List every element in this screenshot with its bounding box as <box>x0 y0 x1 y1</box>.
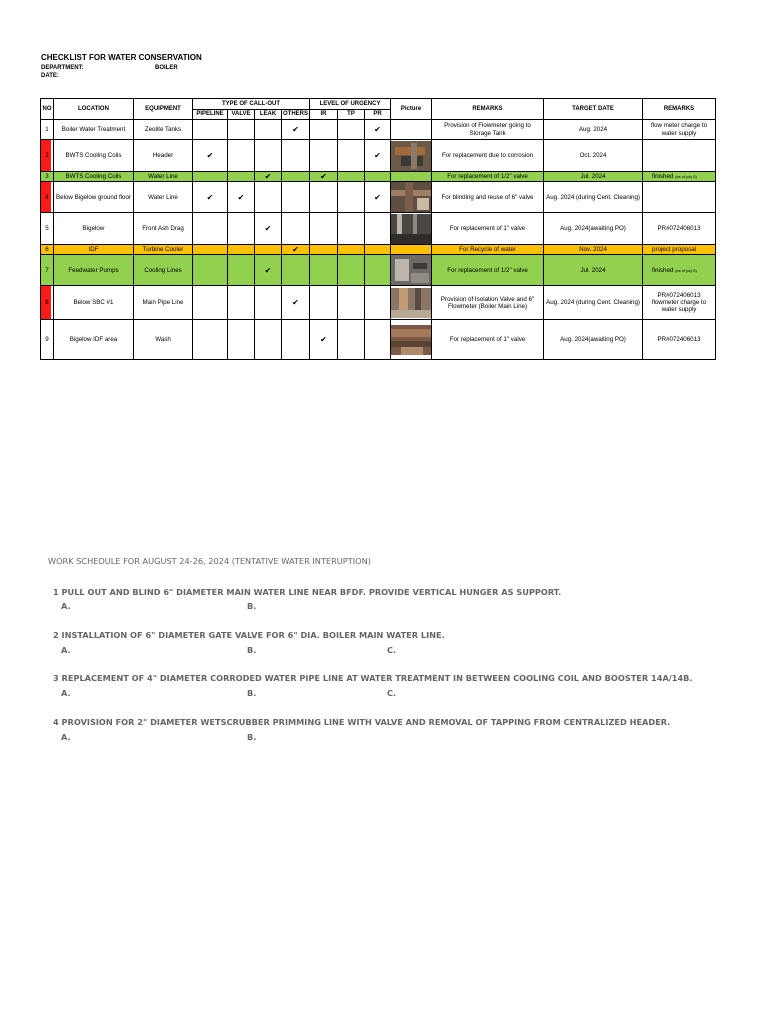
remarks2-text: finished <box>652 266 674 274</box>
remarks-cell: Provision of Isolation Valve and 6" Flowmeter (Boiler Main Line) <box>432 286 544 320</box>
others-check: ✔ <box>282 120 310 140</box>
schedule-sub-item: B. <box>247 732 257 742</box>
target-date-cell: Aug. 2024 <box>544 120 643 140</box>
remarks2-note: (as of july 5) <box>675 267 697 273</box>
valve-check <box>228 320 255 360</box>
remarks-cell: For replacement of 1/2" valve <box>432 172 544 182</box>
pipeline-check <box>193 286 228 320</box>
header-target-date: TARGET DATE <box>544 99 643 120</box>
leak-check: ✔ <box>255 172 282 182</box>
valve-check: ✔ <box>228 182 255 213</box>
leak-check <box>255 120 282 140</box>
ir-check <box>310 182 338 213</box>
row-number: 7 <box>41 255 54 286</box>
header-pipeline: PIPELINE <box>193 110 228 120</box>
remarks-cell: For replacement of 1/2" valve <box>432 255 544 286</box>
schedule-sub-item: A. <box>61 601 71 611</box>
pipeline-check <box>193 320 228 360</box>
header-leak: LEAK <box>255 110 282 120</box>
picture-cell <box>391 245 432 255</box>
equipment-cell: Cooling Lines <box>134 255 193 286</box>
equipment-cell: Water Line <box>134 182 193 213</box>
header-pr: PR <box>365 110 391 120</box>
table-row <box>41 286 716 320</box>
header-level-of-urgency: LEVEL OF URGENCY <box>310 99 391 110</box>
pipeline-check <box>193 245 228 255</box>
department-label: DEPARTMENT: <box>41 65 84 71</box>
remarks-cell: For blinding and reuse of 6" valve <box>432 182 544 213</box>
photo-feedwater-pump-image <box>391 255 431 285</box>
picture-cell <box>391 213 432 245</box>
department-value: BOILER <box>155 65 178 71</box>
picture-cell <box>391 172 432 182</box>
valve-check <box>228 245 255 255</box>
table-row <box>41 182 716 213</box>
photo-water-line-image <box>391 182 431 212</box>
location-cell: Below Bigelow ground floor <box>54 182 134 213</box>
remarks-cell: Provision of Flowmeter going to Storage Tank <box>432 120 544 140</box>
remarks2-cell: PR#072406013 <box>643 213 716 245</box>
date-label: DATE: <box>41 73 59 79</box>
ir-check <box>310 213 338 245</box>
equipment-cell: Main Pipe Line <box>134 286 193 320</box>
photo-ash-drag-image <box>391 214 431 244</box>
ir-check <box>310 120 338 140</box>
target-date-cell: Oct. 2024 <box>544 140 643 172</box>
remarks2-cell <box>643 255 716 286</box>
row-number: 3 <box>41 172 54 182</box>
header-remarks-2: REMARKS <box>643 99 716 120</box>
table-row <box>41 213 716 245</box>
schedule-sub-item: B. <box>247 645 257 655</box>
remarks-cell: For replacement due to corrosion <box>432 140 544 172</box>
others-check <box>282 213 310 245</box>
remarks2-cell <box>643 172 716 182</box>
header-type-of-callout: TYPE OF CALL-OUT <box>193 99 310 110</box>
valve-check <box>228 172 255 182</box>
row-number: 5 <box>41 213 54 245</box>
row-number: 9 <box>41 320 54 360</box>
valve-check <box>228 140 255 172</box>
table-row <box>41 255 716 286</box>
pr-check <box>365 255 391 286</box>
target-date-cell: Jul. 2024 <box>544 255 643 286</box>
leak-check <box>255 320 282 360</box>
table-row <box>41 140 716 172</box>
pr-check <box>365 286 391 320</box>
schedule-sub-item: B. <box>247 688 257 698</box>
remarks2-cell <box>643 182 716 213</box>
photo-main-pipe-line-image <box>391 288 431 318</box>
ir-check: ✔ <box>310 320 338 360</box>
remarks2-cell: flow meter charge to water supply <box>643 120 716 140</box>
leak-check <box>255 245 282 255</box>
tp-check <box>338 140 365 172</box>
photo-idf-area-image <box>391 325 431 355</box>
location-cell: Boiler Water Treatment <box>54 120 134 140</box>
page-title: CHECKLIST FOR WATER CONSERVATION <box>41 53 202 62</box>
remarks2-cell: PR#072406013 flowmeter charge to water supply <box>643 286 716 320</box>
pipeline-check <box>193 172 228 182</box>
schedule-item: 4 PROVISION FOR 2" DIAMETER WETSCRUBBER PRIMMING LINE WITH VALVE AND REMOVAL OF TAPPING FROM CENTRALIZED HEADER. <box>53 717 671 727</box>
remarks2-cell <box>643 140 716 172</box>
schedule-sub-item: B. <box>247 601 257 611</box>
location-cell: Below SBC #1 <box>54 286 134 320</box>
remarks-cell: For replacement of 1" valve <box>432 213 544 245</box>
picture-cell <box>391 140 432 172</box>
location-cell: BWTS Cooling Coils <box>54 140 134 172</box>
remarks-cell: For Recycle of water <box>432 245 544 255</box>
pr-check <box>365 172 391 182</box>
target-date-cell: Aug. 2024(awaiting PO) <box>544 213 643 245</box>
equipment-cell: Turbine Cooler <box>134 245 193 255</box>
schedule-sub-item: A. <box>61 688 71 698</box>
equipment-cell: Wash <box>134 320 193 360</box>
others-check <box>282 182 310 213</box>
schedule-sub-item: A. <box>61 645 71 655</box>
row-number: 4 <box>41 182 54 213</box>
schedule-sub-item: C. <box>387 645 397 655</box>
pipeline-check: ✔ <box>193 182 228 213</box>
tp-check <box>338 172 365 182</box>
picture-cell <box>391 120 432 140</box>
schedule-title: WORK SCHEDULE FOR AUGUST 24-26, 2024 (TENTATIVE WATER INTERUPTION) <box>48 556 371 566</box>
target-date-cell: Jul. 2024 <box>544 172 643 182</box>
header-location: LOCATION <box>54 99 134 120</box>
schedule-item: 1 PULL OUT AND BLIND 6" DIAMETER MAIN WATER LINE NEAR BFDF. PROVIDE VERTICAL HUNGER AS SUPPORT. <box>53 587 562 597</box>
header-ir: IR <box>310 110 338 120</box>
valve-check <box>228 213 255 245</box>
target-date-cell: Aug. 2024 (during Cent. Cleaning) <box>544 182 643 213</box>
leak-check <box>255 286 282 320</box>
others-check: ✔ <box>282 286 310 320</box>
pipeline-check <box>193 120 228 140</box>
picture-cell <box>391 255 432 286</box>
equipment-cell: Front Ash Drag <box>134 213 193 245</box>
ir-check <box>310 245 338 255</box>
schedule-sub-item: C. <box>387 688 397 698</box>
header-remarks: REMARKS <box>432 99 544 120</box>
picture-cell <box>391 286 432 320</box>
valve-check <box>228 120 255 140</box>
leak-check <box>255 140 282 172</box>
header-tp: TP <box>338 110 365 120</box>
remarks2-cell: project proposal <box>643 245 716 255</box>
ir-check: ✔ <box>310 172 338 182</box>
schedule-item: 2 INSTALLATION OF 6" DIAMETER GATE VALVE FOR 6" DIA. BOILER MAIN WATER LINE. <box>53 630 445 640</box>
table-row <box>41 245 716 255</box>
valve-check <box>228 286 255 320</box>
tp-check <box>338 120 365 140</box>
others-check <box>282 140 310 172</box>
pipeline-check <box>193 213 228 245</box>
pr-check: ✔ <box>365 120 391 140</box>
pr-check <box>365 245 391 255</box>
picture-cell <box>391 182 432 213</box>
ir-check <box>310 286 338 320</box>
ir-check <box>310 255 338 286</box>
header-valve: VALVE <box>228 110 255 120</box>
leak-check: ✔ <box>255 255 282 286</box>
schedule-sub-item: A. <box>61 732 71 742</box>
table-row <box>41 172 716 182</box>
others-check <box>282 172 310 182</box>
target-date-cell: Nov. 2024 <box>544 245 643 255</box>
others-check <box>282 320 310 360</box>
schedule-item: 3 REPLACEMENT OF 4" DIAMETER CORRODED WATER PIPE LINE AT WATER TREATMENT IN BETWEEN COOLING COIL AND BOOSTER 14A/14B. <box>53 673 693 683</box>
table-row <box>41 320 716 360</box>
header-equipment: EQUIPMENT <box>134 99 193 120</box>
equipment-cell: Zeolite Tanks <box>134 120 193 140</box>
header-picture: Picture <box>391 99 432 120</box>
pr-check: ✔ <box>365 182 391 213</box>
equipment-cell: Water Line <box>134 172 193 182</box>
remarks-cell: For replacement of 1" valve <box>432 320 544 360</box>
valve-check <box>228 255 255 286</box>
table-row <box>41 120 716 140</box>
others-check: ✔ <box>282 245 310 255</box>
pr-check: ✔ <box>365 140 391 172</box>
row-number: 8 <box>41 286 54 320</box>
others-check <box>282 255 310 286</box>
leak-check <box>255 182 282 213</box>
tp-check <box>338 286 365 320</box>
tp-check <box>338 182 365 213</box>
checklist-table <box>40 98 716 360</box>
row-number: 2 <box>41 140 54 172</box>
tp-check <box>338 255 365 286</box>
remarks2-cell: PR#072406013 <box>643 320 716 360</box>
location-cell: Bigelow IDF area <box>54 320 134 360</box>
header-others: OTHERS <box>282 110 310 120</box>
location-cell: Bigelow <box>54 213 134 245</box>
photo-corroded-header-image <box>391 141 431 171</box>
pipeline-check <box>193 255 228 286</box>
pr-check <box>365 320 391 360</box>
pr-check <box>365 213 391 245</box>
location-cell: BWTS Cooling Coils <box>54 172 134 182</box>
remarks2-note: (as of july 5) <box>675 174 697 180</box>
row-number: 6 <box>41 245 54 255</box>
target-date-cell: Aug. 2024 (during Cent. Cleaning) <box>544 286 643 320</box>
remarks2-text: finished <box>652 173 674 181</box>
tp-check <box>338 320 365 360</box>
location-cell: IDF <box>54 245 134 255</box>
ir-check <box>310 140 338 172</box>
target-date-cell: Aug. 2024(awaiting PO) <box>544 320 643 360</box>
location-cell: Feedwater Pumps <box>54 255 134 286</box>
header-no: NO <box>41 99 54 120</box>
row-number: 1 <box>41 120 54 140</box>
leak-check: ✔ <box>255 213 282 245</box>
picture-cell <box>391 320 432 360</box>
tp-check <box>338 245 365 255</box>
equipment-cell: Header <box>134 140 193 172</box>
pipeline-check: ✔ <box>193 140 228 172</box>
tp-check <box>338 213 365 245</box>
